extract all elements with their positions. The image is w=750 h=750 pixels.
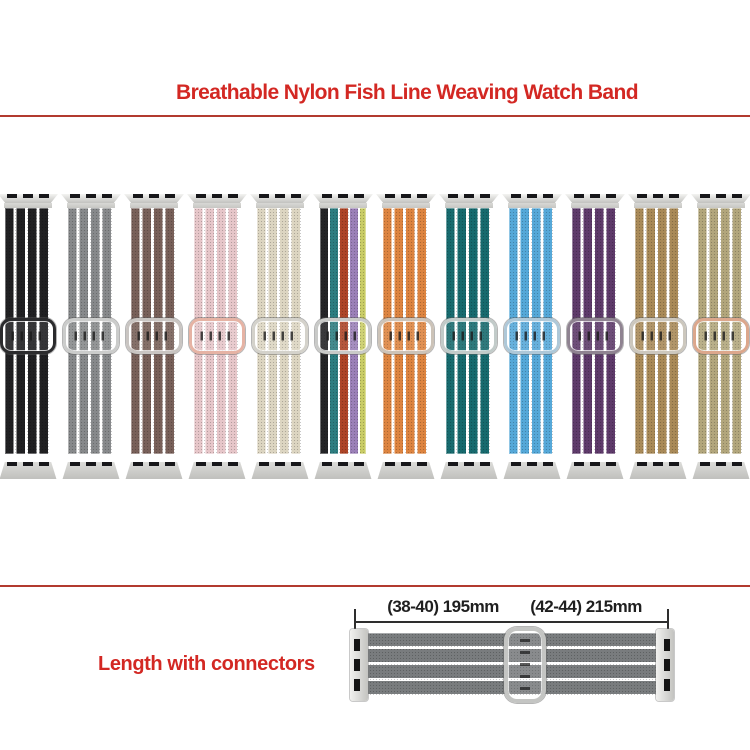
dimension-line [355,621,669,623]
lug-slots [700,194,742,198]
band-lug-top [313,194,373,203]
buckle-teeth [579,332,612,341]
lug-slots [448,194,490,198]
band-lug-bottom [125,462,183,479]
lug-slots [385,194,427,198]
lug-slots [133,462,175,466]
band-lug-top [124,194,184,203]
lug-slots [259,194,301,198]
middle-divider [0,585,750,587]
band-lug-bottom [629,462,687,479]
watch-band-starlight [250,192,310,474]
buckle-teeth [520,639,530,691]
buckle-teeth [453,332,486,341]
product-title: Breathable Nylon Fish Line Weaving Watch Band [176,81,638,104]
lug-slots [700,462,742,466]
band-lug-bottom [251,462,309,479]
watch-band-purple [565,192,625,474]
lug-slots [196,194,238,198]
band-lug-top [187,194,247,203]
diagram-adapter-left [350,629,368,701]
lug-slots [511,194,553,198]
band-lug-bottom [62,462,120,479]
watch-band-mocha-brown [124,192,184,474]
buckle-teeth [390,332,423,341]
band-buckle [441,318,497,354]
band-lug-top [61,194,121,203]
watch-band-orange [376,192,436,474]
band-buckle [378,318,434,354]
buckle-teeth [75,332,108,341]
band-lug-bottom [692,462,750,479]
lug-slots [574,194,616,198]
band-lug-top [565,194,625,203]
band-buckle [0,318,56,354]
band-buckle [315,318,371,354]
band-lug-top [0,194,58,203]
band-lug-bottom [503,462,561,479]
lug-slots [196,462,238,466]
buckle-teeth [12,332,45,341]
buckle-teeth [264,332,297,341]
band-lug-top [439,194,499,203]
band-lug-top [628,194,688,203]
diagram-buckle [504,627,546,703]
band-buckle [567,318,623,354]
band-buckle [630,318,686,354]
lug-slots [511,462,553,466]
watch-band-black [0,192,58,474]
buckle-teeth [516,332,549,341]
lug-slots [70,194,112,198]
band-lug-bottom [566,462,624,479]
buckle-teeth [642,332,675,341]
lug-slots [322,194,364,198]
length-caption: Length with connectors [98,653,315,675]
band-buckle [63,318,119,354]
buckle-teeth [705,332,738,341]
watch-band-teal [439,192,499,474]
lug-slots [259,462,301,466]
watch-band-khaki [691,192,750,474]
lug-slots [322,462,364,466]
band-buckle [252,318,308,354]
buckle-teeth [138,332,171,341]
lug-slots [385,462,427,466]
watch-band-sky-blue [502,192,562,474]
band-lug-top [250,194,310,203]
buckle-teeth [201,332,234,341]
band-lug-bottom [377,462,435,479]
band-lug-bottom [314,462,372,479]
band-lug-bottom [440,462,498,479]
buckle-teeth [327,332,360,341]
band-lug-top [691,194,750,203]
lug-slots [637,194,679,198]
watch-band-gray [61,192,121,474]
watch-band-pink-sand [187,192,247,474]
lug-slots [448,462,490,466]
diagram-adapter-right [656,629,674,701]
lug-slots [133,194,175,198]
band-buckle [504,318,560,354]
lug-slots [637,462,679,466]
band-lug-bottom [0,462,57,479]
lug-slots [574,462,616,466]
size-label-42-44: (42-44) 215mm [530,597,642,616]
watch-band-rainbow [313,192,373,474]
band-lug-top [502,194,562,203]
lug-slots [70,462,112,466]
band-buckle [189,318,245,354]
adapter-slots [664,639,670,691]
adapter-slots [354,639,360,691]
band-lug-top [376,194,436,203]
lug-slots [7,462,49,466]
watch-band-camel [628,192,688,474]
size-label-38-40: (38-40) 195mm [387,597,499,616]
band-lug-bottom [188,462,246,479]
lug-slots [7,194,49,198]
band-buckle [693,318,749,354]
band-buckle [126,318,182,354]
